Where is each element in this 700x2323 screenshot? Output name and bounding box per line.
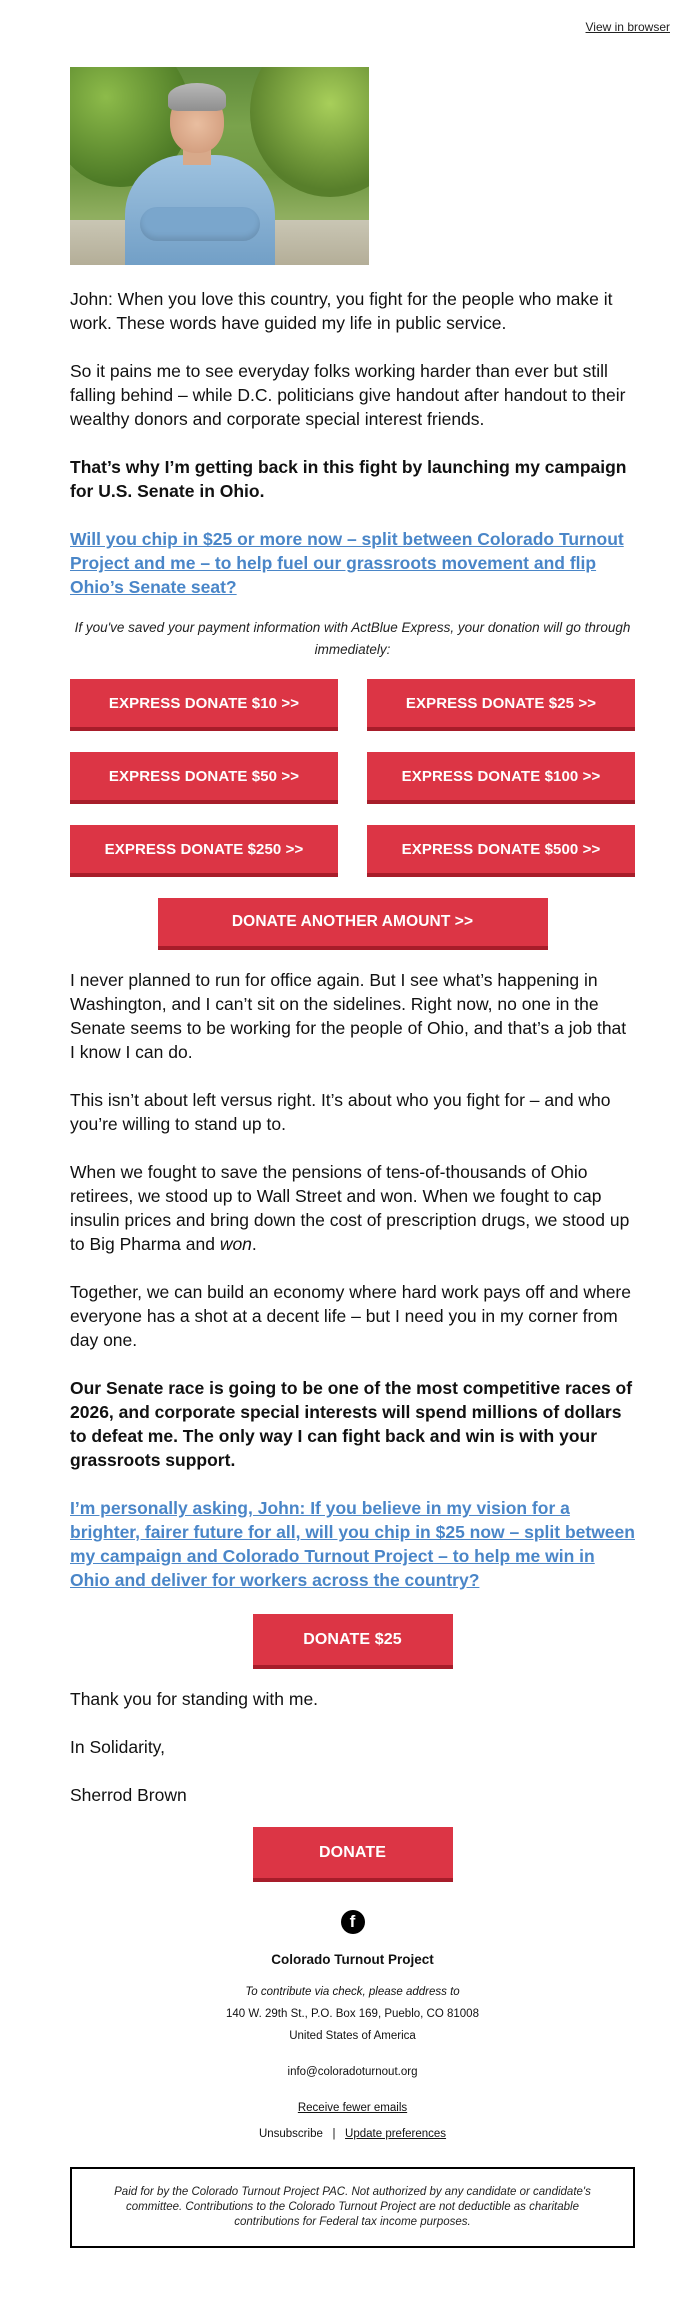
unsubscribe-link[interactable]: Unsubscribe xyxy=(258,2128,323,2140)
express-donate-25-button[interactable]: EXPRESS DONATE $25 >> xyxy=(367,679,635,731)
footer-org-name: Colorado Turnout Project xyxy=(271,1952,434,1967)
express-donate-100-button[interactable]: EXPRESS DONATE $100 >> xyxy=(367,752,635,804)
disclaimer-box: Paid for by the Colorado Turnout Project PAC. Not authorized by any candidate or candidate's committee. Contributions to the Colorado Turnout Project are not deductible as charitable contributions for Federal tax income purposes. xyxy=(70,2167,635,2248)
mailing-address: 140 W. 29th St., P.O. Box 169, Pueblo, CO 81008 xyxy=(226,2008,479,2020)
express-donate-10-button[interactable]: EXPRESS DONATE $10 >> xyxy=(70,679,338,731)
separator: | xyxy=(332,2128,336,2140)
paragraph-8-bold: Our Senate race is going to be one of the most competitive races of 2026, and corporate special interests will spend millions of dollars to defeat me. The only way I can fight back and win is with your grassroots support. xyxy=(70,1378,633,1470)
receive-fewer-emails-link[interactable]: Receive fewer emails xyxy=(297,2102,408,2114)
paragraph-3-bold: That’s why I’m getting back in this fight by launching my campaign for U.S. Senate in Ohio. xyxy=(70,457,627,501)
candidate-photo xyxy=(70,67,369,265)
paragraph-6-emphasis: won xyxy=(219,1234,252,1254)
paragraph-4: I never planned to run for office again. But I see what’s happening in Washington, and I can’t sit on the sidelines. Right now, no one in the Senate seems to be working for the people of Ohio, and that’s a job that I know I can do. xyxy=(70,970,627,1062)
thanks-text: Thank you for standing with me. xyxy=(70,1689,319,1709)
actblue-note: If you've saved your payment information with ActBlue Express, your donation will go through immediately: xyxy=(74,620,631,657)
express-donate-50-button[interactable]: EXPRESS DONATE $50 >> xyxy=(70,752,338,804)
paragraph-6-end: . xyxy=(251,1234,257,1254)
closing-text: In Solidarity, xyxy=(70,1737,165,1757)
donate-button[interactable]: DONATE xyxy=(253,1827,453,1882)
express-donate-grid xyxy=(70,679,635,877)
paragraph-7: Together, we can build an economy where hard work pays off and where everyone has a shot at a decent life – but I need you in my corner from day one. xyxy=(70,1282,631,1350)
donate-25-button[interactable]: DONATE $25 xyxy=(253,1614,453,1669)
signature-text: Sherrod Brown xyxy=(70,1785,187,1805)
facebook-icon[interactable]: f xyxy=(341,1910,365,1934)
update-preferences-link[interactable]: Update preferences xyxy=(345,2128,447,2140)
express-donate-250-button[interactable]: EXPRESS DONATE $250 >> xyxy=(70,825,338,877)
donate-another-amount-button[interactable]: DONATE ANOTHER AMOUNT >> xyxy=(158,898,548,950)
paragraph-6-main: When we fought to save the pensions of tens-of-thousands of Ohio retirees, we stood up to Wall Street and won. When we fought to cap insulin prices and bring down the cost of prescription drugs, we stood up to Big Pharma and xyxy=(70,1162,630,1254)
donate-link-1[interactable]: Will you chip in $25 or more now – split between Colorado Turnout Project and me – to help fuel our grassroots movement and flip Ohio’s Senate seat? xyxy=(70,529,624,597)
donate-link-2[interactable]: I’m personally asking, John: If you believe in my vision for a brighter, fairer future for all, will you chip in $25 now – split between my campaign and Colorado Turnout Project – to help me win in Ohio and deliver for workers across the country? xyxy=(70,1498,635,1590)
express-donate-500-button[interactable]: EXPRESS DONATE $500 >> xyxy=(367,825,635,877)
intro-paragraph: John: When you love this country, you fight for the people who make it work. These words have guided my life in public service. xyxy=(70,289,613,333)
contact-email[interactable]: info@coloradoturnout.org xyxy=(287,2066,418,2078)
unsubscribe-row xyxy=(70,2123,635,2145)
paragraph-5: This isn’t about left versus right. It’s about who you fight for – and who you’re willing to stand up to. xyxy=(70,1090,611,1134)
paragraph-6 xyxy=(70,1160,635,1256)
footer xyxy=(70,1910,635,2248)
view-in-browser-link[interactable]: View in browser xyxy=(585,20,670,34)
paragraph-2: So it pains me to see everyday folks working harder than ever but still falling behind – while D.C. politicians give handout after handout to their wealthy donors and corporate special interest friends. xyxy=(70,361,626,429)
email-content xyxy=(70,67,635,2248)
country: United States of America xyxy=(289,2030,416,2042)
check-note: To contribute via check, please address to xyxy=(245,1986,460,1998)
